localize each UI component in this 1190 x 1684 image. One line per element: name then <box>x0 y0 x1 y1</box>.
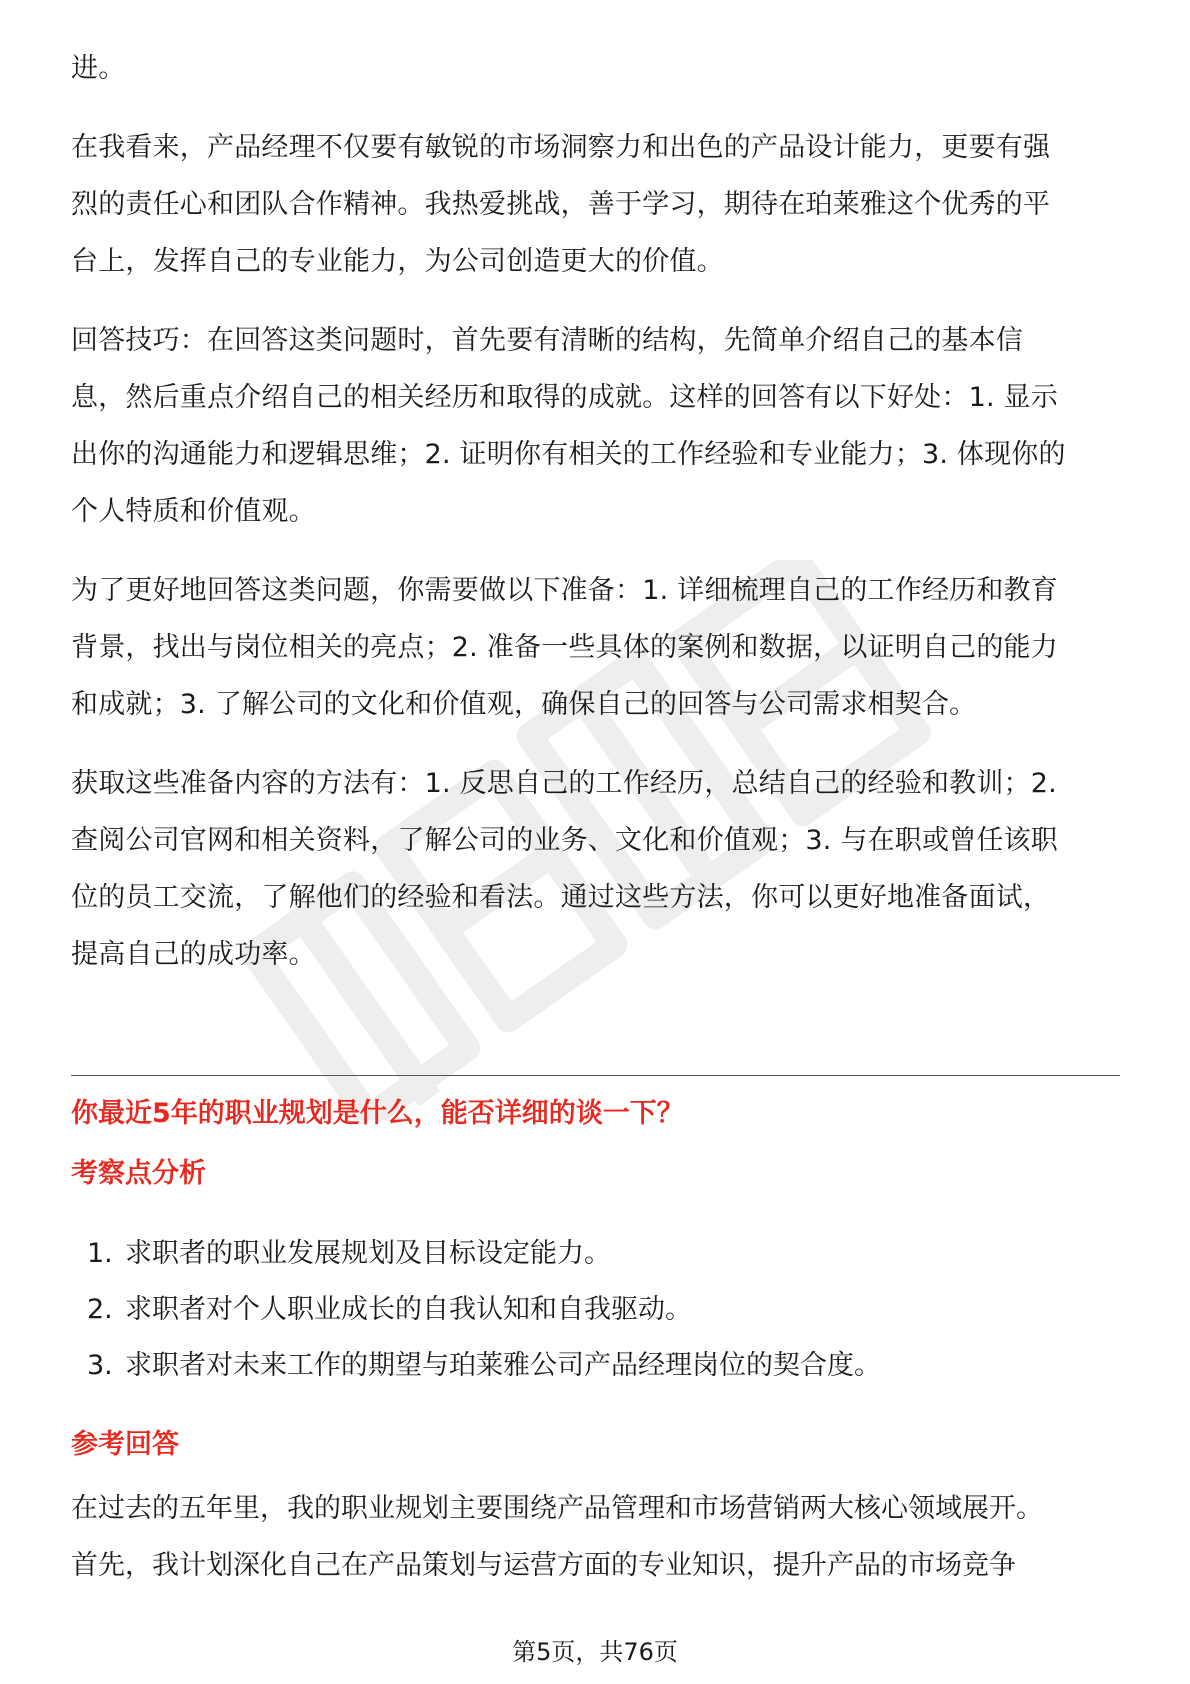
paragraph: 获取这些准备内容的方法有：1. 反思自己的工作经历，总结自己的经验和教训；2. 查阅公司官网和相关资料，了解公司的业务、文化和价值观；3. 与在职或曾任该职 位的员工交流，了解他们的经验和看法。通过这些方法，你可以更好地准备面试， 提高自己的成功率。 <box>71 768 1058 970</box>
list-item <box>71 1226 1120 1282</box>
list-item-text: 求职者对未来工作的期望与珀莱雅公司产品经理岗位的契合度。 <box>125 1350 881 1381</box>
answer-heading: 参考回答 <box>71 1429 179 1460</box>
analysis-list <box>71 1226 1120 1394</box>
paragraph: 回答技巧：在回答这类问题时，首先要有清晰的结构，先简单介绍自己的基本信 息，然后重点介绍自己的相关经历和取得的成就。这样的回答有以下好处：1. 显示 出你的沟通能力和逻辑思维；2. 证明你有相关的工作经验和专业能力；3. 体现你的 个人特质和价值观。 <box>71 325 1066 527</box>
paragraph: 为了更好地回答这类问题，你需要做以下准备：1. 详细梳理自己的工作经历和教育 背景，找出与岗位相关的亮点；2. 准备一些具体的案例和数据，以证明自己的能力 和成就；3. 了解公司的文化和价值观，确保自己的回答与公司需求相契合。 <box>71 575 1058 720</box>
question-title: 你最近5年的职业规划是什么，能否详细的谈一下？ <box>71 1098 684 1129</box>
list-item-text: 求职者的职业发展规划及目标设定能力。 <box>125 1238 611 1269</box>
paragraph: 在我看来，产品经理不仅要有敏锐的市场洞察力和出色的产品设计能力，更要有强 烈的责任心和团队合作精神。我热爱挑战，善于学习，期待在珀莱雅这个优秀的平 台上，发挥自己的专业能力，为公司创造更大的价值。 <box>71 132 1051 277</box>
body-text <box>71 40 1120 983</box>
list-item <box>71 1282 1120 1338</box>
analysis-heading: 考察点分析 <box>71 1158 206 1189</box>
list-item-number: 2. <box>87 1294 113 1325</box>
section-divider <box>71 1075 1120 1076</box>
list-item-text: 求职者对个人职业成长的自我认知和自我驱动。 <box>125 1294 692 1325</box>
list-item-number: 1. <box>87 1238 113 1269</box>
paragraph: 进。 <box>71 53 126 84</box>
list-item <box>71 1338 1120 1394</box>
answer-text: 在过去的五年里，我的职业规划主要围绕产品管理和市场营销两大核心领域展开。 首先，我计划深化自己在产品策划与运营方面的专业知识，提升产品的市场竞争 <box>71 1493 1043 1581</box>
page-footer: 第5页，共76页 <box>512 1638 678 1666</box>
list-item-number: 3. <box>87 1350 113 1381</box>
